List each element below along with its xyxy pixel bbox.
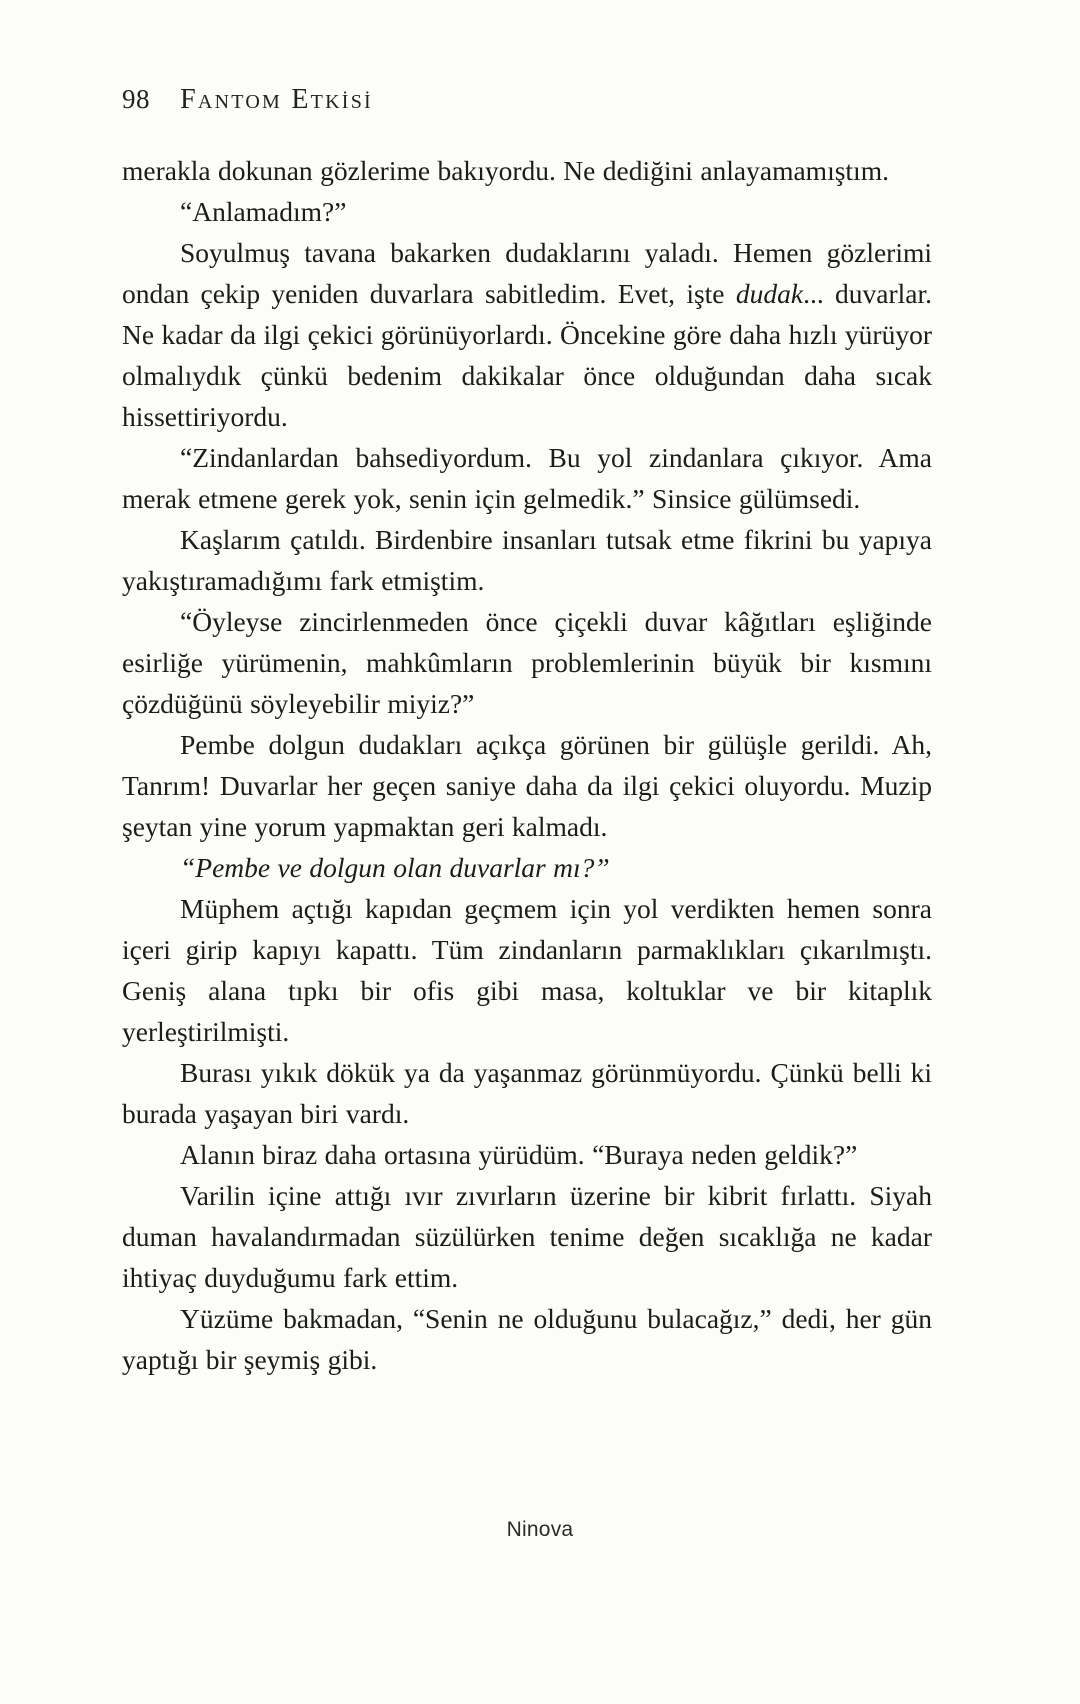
paragraph [122, 601, 932, 724]
text-run: Pembe dolgun dudakları açıkça görünen bir gülüşle gerildi. Ah, Tanrım! Duvarlar her geçen saniye daha da ilgi çekici oluyordu. Muzip şeytan yine yorum yapmaktan geri kalmadı. [122, 729, 932, 842]
text-run: “Öyleyse zincirlenmeden önce çiçekli duvar kâğıtları eşliğinde esirliğe yürümenin, mahkûmların problemlerinin büyük bir kısmını çözdüğünü söyleyebilir miyiz?” [122, 606, 932, 719]
text-run: Varilin içine attığı ıvır zıvırların üzerine bir kibrit fırlattı. Siyah duman havalandırmadan süzülürken tenime değen sıcaklığa ne kadar ihtiyaç duyduğumu fark ettim. [122, 1180, 932, 1293]
running-header [122, 84, 932, 116]
paragraph [122, 888, 932, 1052]
text-run: “Zindanlardan bahsediyordum. Bu yol zindanlara çıkıyor. Ama merak etmene gerek yok, senin için gelmedik.” Sinsice gülümsedi. [122, 442, 932, 514]
paragraph [122, 519, 932, 601]
paragraph [122, 724, 932, 847]
paragraph [122, 847, 932, 888]
page-footer [0, 1518, 1080, 1542]
paragraph-container [122, 150, 932, 1380]
paragraph [122, 1298, 932, 1380]
paragraph [122, 1134, 932, 1175]
text-run: Alanın biraz daha ortasına yürüdüm. “Buraya neden geldik?” [180, 1139, 858, 1170]
text-run: ... duvarlar. Ne kadar da ilgi çekici görünüyorlardı. Öncekine göre daha hızlı yürüyor olmalıydık çünkü bedenim dakikalar önce olduğundan daha sıcak hissettiriyordu. [122, 278, 932, 432]
italic-text-run: dudak [735, 278, 804, 309]
text-run: Burası yıkık dökük ya da yaşanmaz görünmüyordu. Çünkü belli ki burada yaşayan biri vardı. [122, 1057, 932, 1129]
italic-text-run: “Pembe ve dolgun olan duvarlar mı?” [180, 852, 610, 883]
text-run: Kaşlarım çatıldı. Birdenbire insanları tutsak etme fikrini bu yapıya yakıştıramadığımı fark etmiştim. [122, 524, 932, 596]
paragraph [122, 1052, 932, 1134]
text-run: merakla dokunan gözlerime bakıyordu. Ne dediğini anlayamamıştım. [122, 155, 889, 186]
text-run: Müphem açtığı kapıdan geçmem için yol verdikten hemen sonra içeri girip kapıyı kapattı. Tüm zindanların parmaklıkları çıkarılmıştı. Geniş alana tıpkı bir ofis gibi masa, koltuklar ve bir kitaplık yerleştirilmişti. [122, 893, 932, 1047]
paragraph [122, 191, 932, 232]
paragraph [122, 437, 932, 519]
publisher-name: Ninova [506, 1518, 574, 1541]
paragraph [122, 1175, 932, 1298]
text-run: Yüzüme bakmadan, “Senin ne olduğunu bulacağız,” dedi, her gün yaptığı bir şeymiş gibi. [122, 1303, 932, 1375]
paragraph [122, 150, 932, 191]
text-run: Soyulmuş tavana bakarken dudaklarını yaladı. Hemen gözlerimi ondan çekip yeniden duvarlara sabitledim. Evet, işte [122, 237, 932, 309]
text-run: “Anlamadım?” [180, 196, 347, 227]
page-content [122, 84, 932, 1380]
paragraph [122, 232, 932, 437]
page-number: 98 [122, 84, 151, 114]
book-title: Fantom Etkisi [180, 84, 373, 115]
